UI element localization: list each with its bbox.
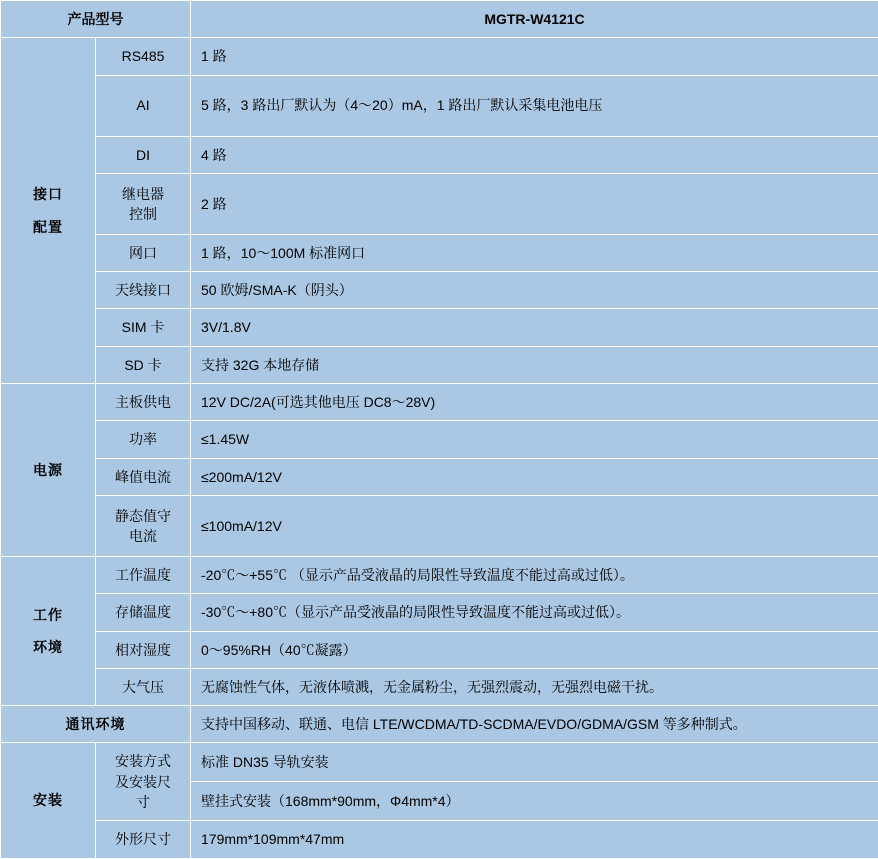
- header-value: MGTR-W4121C: [191, 1, 878, 38]
- row-value: ≤100mA/12V: [191, 495, 878, 556]
- row-value: 50 欧姆/SMA-K（阴头）: [191, 272, 878, 309]
- row-label-line: 电流: [129, 528, 157, 544]
- group-label-line: 接口: [11, 184, 85, 204]
- table-row: [1, 821, 878, 858]
- row-value: 支持 32G 本地存储: [191, 346, 878, 383]
- group-label-spacer: [11, 205, 85, 217]
- table-row: [1, 38, 878, 75]
- table-row: [1, 136, 878, 173]
- row-value: 5 路，3 路出厂默认为（4～20）mA，1 路出厂默认采集电池电压: [191, 75, 878, 136]
- row-value: -20℃～+55℃ （显示产品受液晶的局限性导致温度不能过高或过低）。: [191, 556, 878, 593]
- row-label-line: 静态值守: [115, 508, 171, 524]
- row-label: 天线接口: [96, 272, 191, 309]
- row-label: 主板供电: [96, 384, 191, 421]
- group-label-line: 环境: [11, 637, 85, 657]
- table-row: [1, 309, 878, 346]
- table-row: [1, 495, 878, 556]
- table-row: [1, 173, 878, 234]
- table-row: [1, 668, 878, 705]
- row-value: 壁挂式安装（168mm*90mm，Φ4mm*4）: [191, 782, 878, 821]
- row-label: [96, 173, 191, 234]
- row-label-line: 继电器: [122, 186, 164, 202]
- table-row: [1, 594, 878, 631]
- group-label-spacer: [11, 625, 85, 637]
- group-label-communication: 通讯环境: [1, 706, 191, 743]
- row-label: [96, 495, 191, 556]
- row-label: 存储温度: [96, 594, 191, 631]
- row-label: 峰值电流: [96, 458, 191, 495]
- row-value: 12V DC/2A(可选其他电压 DC8～28V): [191, 384, 878, 421]
- group-label-environment: [1, 556, 96, 705]
- group-label-line: 电源: [11, 460, 85, 480]
- row-label-line: 寸: [136, 794, 150, 810]
- group-label-line: 配置: [11, 217, 85, 237]
- table-row: [1, 556, 878, 593]
- group-label-interface: [1, 38, 96, 384]
- row-label: [96, 743, 191, 821]
- row-label: 功率: [96, 421, 191, 458]
- group-label-line: 安装: [11, 790, 85, 810]
- row-label: 外形尺寸: [96, 821, 191, 858]
- table-row: [1, 743, 878, 782]
- row-value: 无腐蚀性气体，无液体喷溅，无金属粉尘，无强烈震动，无强烈电磁干扰。: [191, 668, 878, 705]
- table-row-header: [1, 1, 878, 38]
- row-value: 4 路: [191, 136, 878, 173]
- row-label: 相对湿度: [96, 631, 191, 668]
- row-value: 1 路，10～100M 标准网口: [191, 234, 878, 271]
- row-label: RS485: [96, 38, 191, 75]
- row-label: SIM 卡: [96, 309, 191, 346]
- row-label: SD 卡: [96, 346, 191, 383]
- group-label-power: [1, 384, 96, 557]
- row-value: 支持中国移动、联通、电信 LTE/WCDMA/TD-SCDMA/EVDO/GDMA/GSM 等多种制式。: [191, 706, 878, 743]
- table-row: [1, 384, 878, 421]
- table-row: [1, 272, 878, 309]
- row-label: AI: [96, 75, 191, 136]
- row-label: 大气压: [96, 668, 191, 705]
- row-label-line: 安装方式: [115, 753, 171, 769]
- table-row: [1, 421, 878, 458]
- table-row: [1, 75, 878, 136]
- table-row: [1, 234, 878, 271]
- row-value: 标准 DN35 导轨安装: [191, 743, 878, 782]
- table-row: [1, 706, 878, 743]
- header-label: 产品型号: [1, 1, 191, 38]
- row-label-line: 及安装尺: [115, 774, 171, 790]
- row-value: -30℃～+80℃（显示产品受液晶的局限性导致温度不能过高或过低）。: [191, 594, 878, 631]
- row-label: DI: [96, 136, 191, 173]
- row-label: 网口: [96, 234, 191, 271]
- group-label-line: 工作: [11, 605, 85, 625]
- row-label: 工作温度: [96, 556, 191, 593]
- row-value: ≤200mA/12V: [191, 458, 878, 495]
- row-value: 0～95%RH（40℃凝露）: [191, 631, 878, 668]
- row-value: ≤1.45W: [191, 421, 878, 458]
- group-label-installation: [1, 743, 96, 858]
- table-row: [1, 346, 878, 383]
- row-label-line: 控制: [129, 206, 157, 222]
- table-row: [1, 458, 878, 495]
- table-row: [1, 631, 878, 668]
- row-value: 179mm*109mm*47mm: [191, 821, 878, 858]
- row-value: 2 路: [191, 173, 878, 234]
- row-value: 1 路: [191, 38, 878, 75]
- row-value: 3V/1.8V: [191, 309, 878, 346]
